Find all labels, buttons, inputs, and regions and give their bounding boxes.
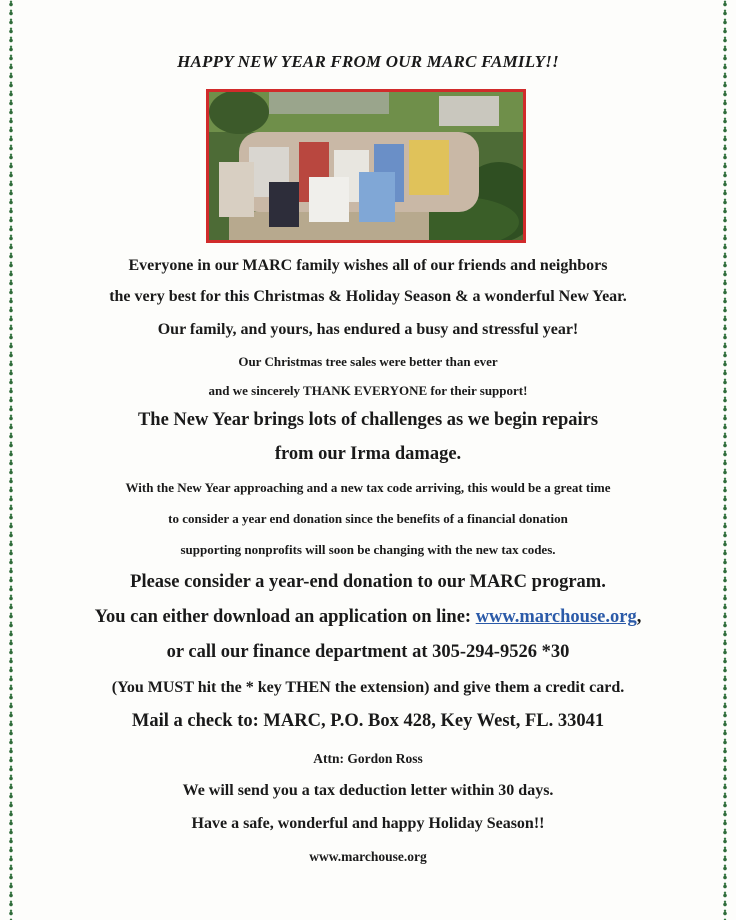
text-line-5: and we sincerely THANK EVERYONE for their support!: [208, 383, 528, 398]
text-line-3: Our family, and yours, has endured a busy and stressful year!: [157, 321, 579, 338]
text-line-6: The New Year brings lots of challenges as we begin repairs: [137, 410, 599, 430]
text-line-12-suffix: ,: [636, 607, 642, 627]
text-line-15: Mail a check to: MARC, P.O. Box 428, Key West, FL. 33041: [131, 711, 605, 731]
text-line-2: the very best for this Christmas & Holiday Season & a wonderful New Year.: [109, 288, 627, 305]
text-line-12: [0, 607, 736, 628]
text-line-8: With the New Year approaching and a new tax code arriving, this would be a great time: [125, 480, 611, 495]
text-line-4: Our Christmas tree sales were better than ever: [238, 354, 498, 369]
text-line-18: Have a safe, wonderful and happy Holiday Season!!: [191, 815, 545, 832]
text-line-11: Please consider a year-end donation to our MARC program.: [130, 572, 606, 592]
text-line-12-prefix: You can either download an application on line:: [94, 607, 476, 627]
text-line-7: from our Irma damage.: [274, 444, 462, 464]
group-photo: [206, 89, 526, 243]
footer-url: www.marchouse.org: [309, 849, 427, 864]
text-line-10: supporting nonprofits will soon be changing with the new tax codes.: [180, 542, 556, 557]
group-photo-icon: [209, 92, 523, 240]
text-line-17: We will send you a tax deduction letter within 30 days.: [182, 782, 554, 799]
text-line-14: (You MUST hit the * key THEN the extension) and give them a credit card.: [111, 679, 625, 696]
text-line-16: Attn: Gordon Ross: [313, 751, 423, 766]
text-line-1: Everyone in our MARC family wishes all of our friends and neighbors: [128, 257, 608, 274]
text-line-9: to consider a year end donation since the benefits of a financial donation: [168, 511, 568, 526]
page-title: HAPPY NEW YEAR FROM OUR MARC FAMILY!!: [177, 52, 559, 71]
text-line-13: or call our finance department at 305-294-9526 *30: [166, 642, 570, 662]
marchouse-link[interactable]: www.marchouse.org: [475, 607, 637, 627]
